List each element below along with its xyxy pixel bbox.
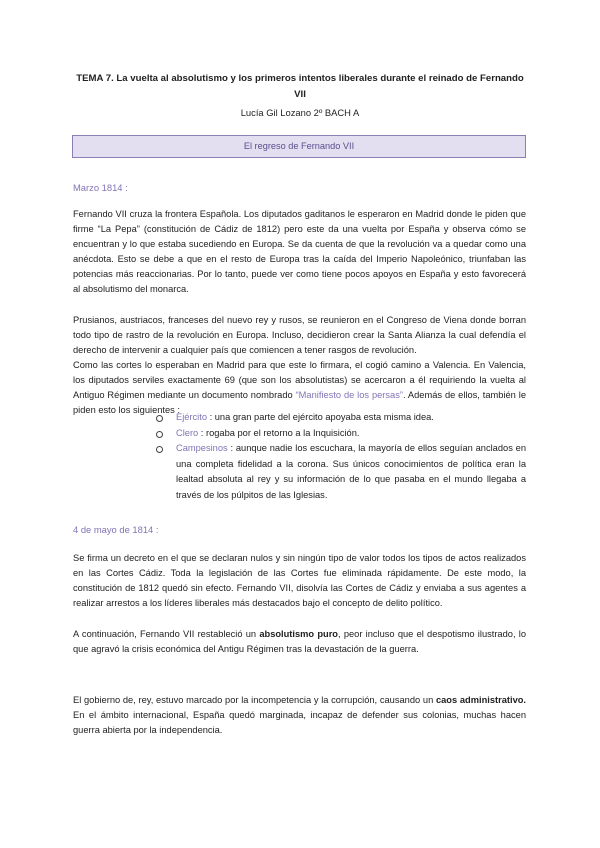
paragraph-text: Como las cortes lo esperaban en Madrid para que este lo firmara, el cogió camino a Valencia. En Valencia, los diputados serviles exactamente 69 (que son los absolutistas) se acercaron a él requiriendo la vuelta al Antiguo Régimen mediante un documento nombrado xyxy=(73,360,526,401)
supporters-list xyxy=(156,410,526,504)
document-title: TEMA 7. La vuelta al absolutismo y los primeros intentos liberales durante el reinado de Fernando VII xyxy=(76,73,524,100)
list-item-label: Campesinos xyxy=(176,443,228,454)
paragraph-text: . Además de ellos, también le piden esto los siguientes : xyxy=(73,390,526,416)
paragraph-text: En el ámbito internacional, España quedó marginada, incapaz de defender sus colonias, muchas hacen guerra abierta por la independencia. xyxy=(73,710,526,736)
bullet-icon xyxy=(156,431,163,438)
paragraph-march-2: Prusianos, austriacos, franceses del nuevo rey y rusos, se reunieron en el Congreso de Viena donde borran todo tipo de rastro de la revolución en Europa. Incluso, decidieron crear la Santa Alianza la cual defendía el derecho de intervenir a cualquier país que comiencen a tener rasgos de revolución. xyxy=(73,315,526,356)
list-item-text: : aunque nadie los escuchara, la mayoría de ellos seguían anclados en una completa fidelidad a la corona. Sus únicos conocimientos de política eran la lealtad absoluta al rey y su información de lo que pasaba en el mundo llegaba a través de los púlpitos de las Iglesias. xyxy=(176,443,526,500)
manifiesto-highlight: “Manifiesto de los persas” xyxy=(295,390,403,401)
paragraph-text: El gobierno de, rey, estuvo marcado por la incompetencia y la corrupción, causando un xyxy=(73,695,436,705)
bullet-icon xyxy=(156,415,163,422)
paragraph-text: , peor incluso que el despotismo ilustrado, lo que agravó la crisis económica del Antigu Régimen tras la devastación de la guerra. xyxy=(73,629,526,655)
paragraph-march-1: Fernando VII cruza la frontera Española. Los diputados gaditanos le esperaron en Madrid donde le piden que firme “La Pepa” (constitución de Cádiz de 1812) pero este da una vuelta por España y observa cómo se encuentran y lo que estaba sucediendo en Europa. Se da cuenta de que la revolución va a quedar como una anécdota. Esto se debe a que en el resto de Europa tras la caída del Imperio Napoleónico, triunfaban las potencias más reaccionarias. Por lo tanto, puede ver como tiene pocos apoyos en España y esto favorecerá al absolutismo del monarca. xyxy=(73,209,526,295)
list-item-label: Ejército xyxy=(176,412,208,422)
bold-phrase: caos administrativo. xyxy=(435,695,527,705)
list-item xyxy=(156,410,526,426)
section-banner: El regreso de Fernando VII xyxy=(72,135,526,158)
section-heading-march: Marzo 1814 : xyxy=(73,182,128,193)
section-heading-may: 4 de mayo de 1814 : xyxy=(73,524,159,535)
list-item-text: : rogaba por el retorno a la Inquisición. xyxy=(198,427,360,438)
list-item-label: Clero xyxy=(176,427,199,438)
paragraph-text: A continuación, Fernando VII restableció un xyxy=(73,629,260,639)
list-item xyxy=(156,426,526,442)
bold-phrase: absolutismo puro xyxy=(259,629,338,639)
bullet-icon xyxy=(156,446,163,453)
paragraph-may-3 xyxy=(73,693,526,738)
author-line: Lucía Gil Lozano 2º BACH A xyxy=(240,107,360,118)
paragraph-may-1: Se firma un decreto en el que se declaran nulos y sin ningún tipo de valor todos los tipos de actos realizados en las Cortes Cádiz. Toda la legislación de las Cortes fue eliminada rápidamente. De este modo, la constitución de 1812 quedó sin efecto. Fernando VII, disolvía las Cortes de Cádiz y enviaba a sus agentes a realizar arrestos a los líderes liberales más destacados bajo el concepto de delito político. xyxy=(73,553,526,609)
paragraph-may-2 xyxy=(73,627,526,657)
list-item xyxy=(156,441,526,503)
list-item-text: : una gran parte del ejército apoyaba esta misma idea. xyxy=(207,412,434,422)
